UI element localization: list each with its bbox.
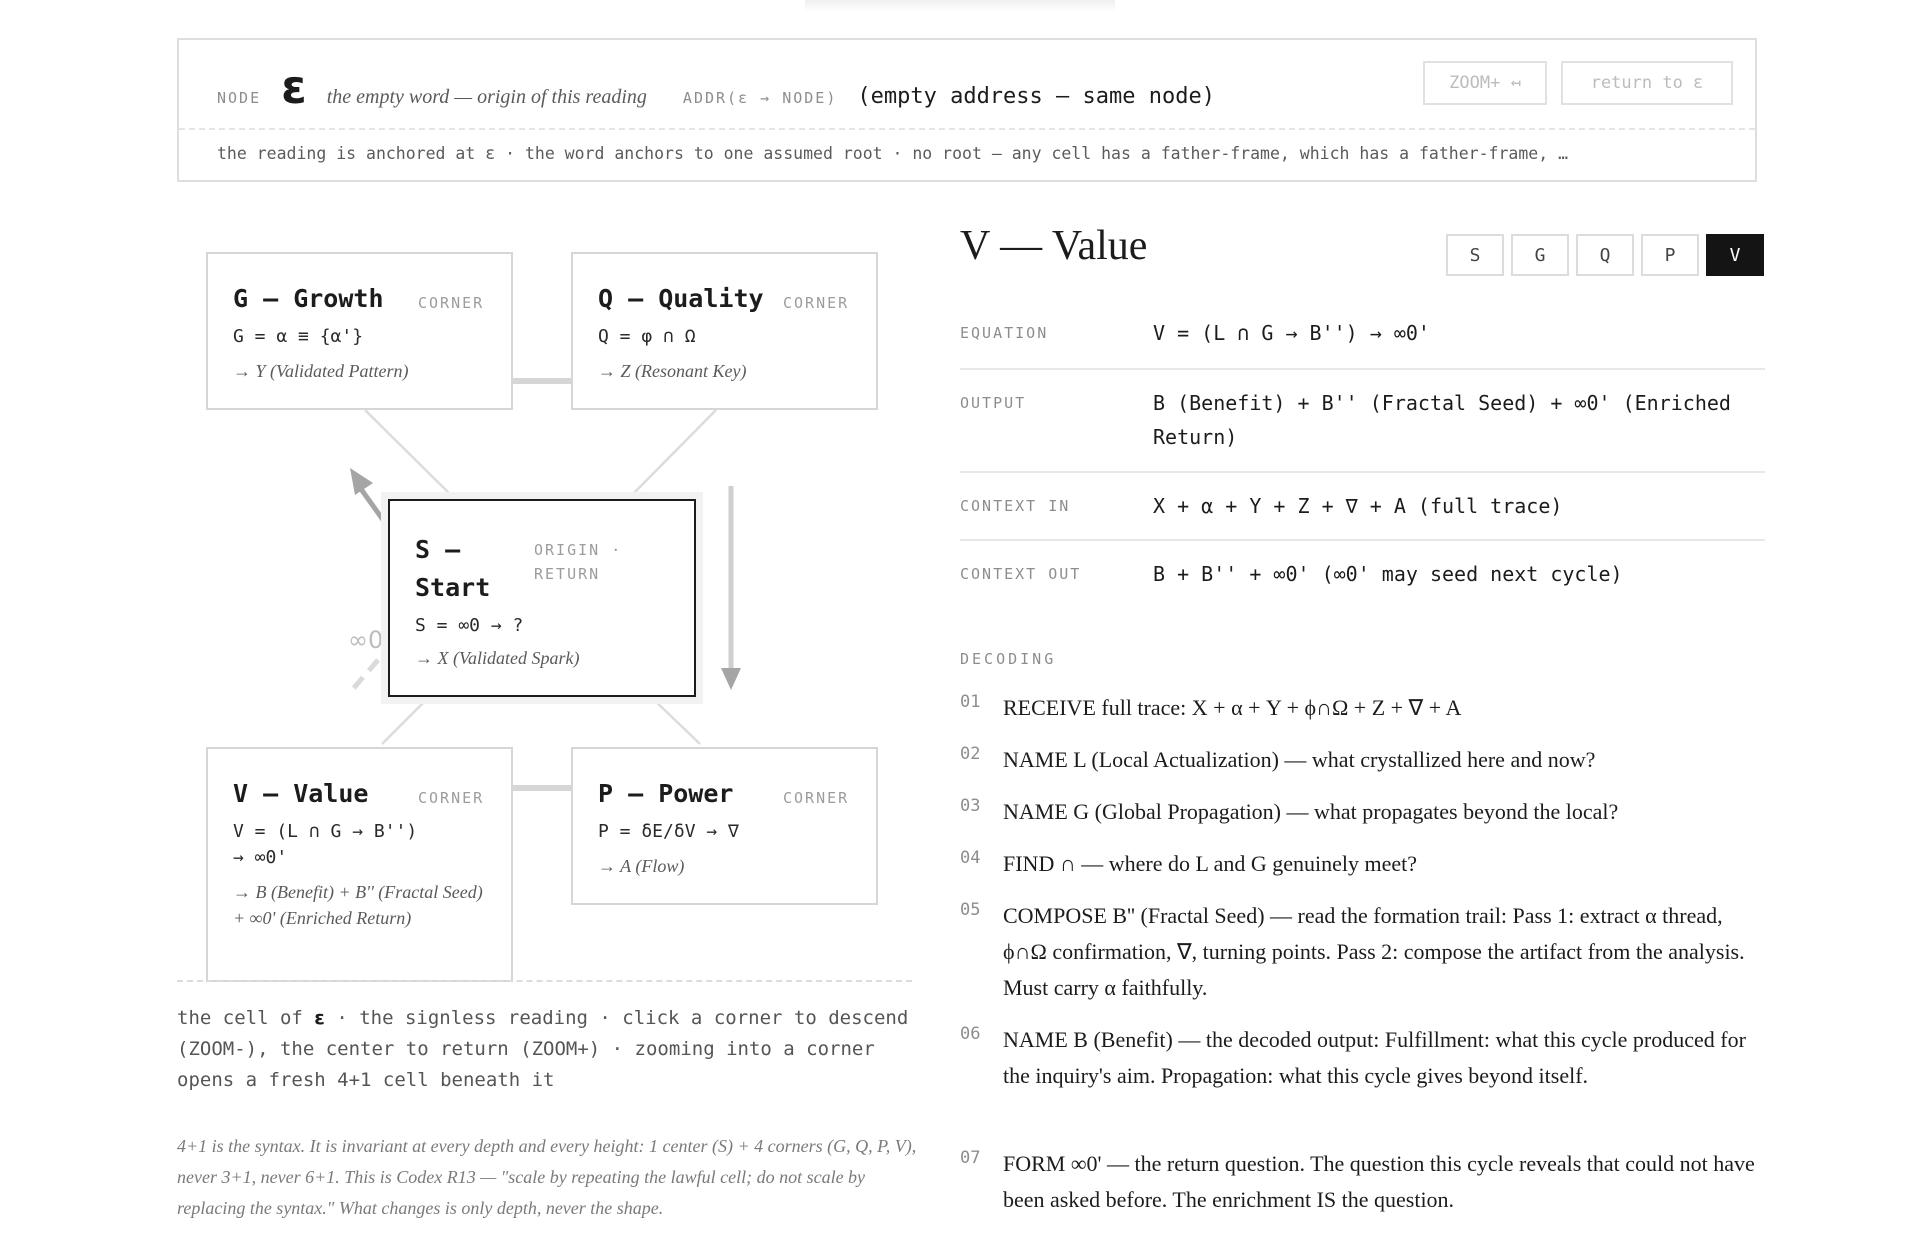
- corner-growth[interactable]: [206, 252, 513, 410]
- step-text: NAME B (Benefit) — the decoded output: Fulfillment: what this cycle produced for the inquiry's aim. Propagation: what this cycle gives beyond itself.: [1003, 1027, 1746, 1088]
- loop-dash: [352, 660, 378, 690]
- step-number: 02: [960, 744, 981, 764]
- step-number: 04: [960, 848, 981, 868]
- output-row: [960, 368, 1765, 473]
- node-description: the empty word — origin of this reading: [326, 86, 647, 108]
- step-number: 07: [960, 1148, 981, 1168]
- addr-label: ADDR(ε → NODE): [682, 89, 838, 107]
- output-key: OUTPUT: [960, 394, 1027, 412]
- node-header-row: [217, 60, 1215, 114]
- center-start[interactable]: [388, 499, 696, 697]
- step-text: COMPOSE B'' (Fractal Seed) — read the formation trail: Pass 1: extract α thread, ϕ∩Ω confirmation, ∇, turning points. Pass 2: compose the artifact from the analysis. Must carry α faithfully.: [1003, 903, 1745, 1000]
- step-text: FIND ∩ — where do L and G genuinely meet?: [1003, 851, 1418, 876]
- corner-tag: CORNER: [418, 789, 485, 807]
- step-text: FORM ∞0' — the return question. The question this cycle reveals that could not have been asked before. The enrichment IS the question.: [1003, 1151, 1755, 1212]
- context-out-key: CONTEXT OUT: [960, 565, 1082, 583]
- syntax-quote: 4+1 is the syntax. It is invariant at every depth and every height: 1 center (S) + 4 corners (G, Q, P, V), never 3+1, never 6+1. This is Codex R13 — "scale by repeating the lawful cell; do not scale by replacing the syntax." What changes is only depth, never the shape.: [177, 1136, 917, 1218]
- center-tag-line1: ORIGIN ·: [534, 541, 623, 559]
- link-start-power: [650, 696, 700, 744]
- context-out-row: [960, 539, 1765, 607]
- corner-output: → Y (Validated Pattern): [233, 361, 409, 381]
- center-output: → X (Validated Spark): [415, 648, 580, 668]
- node-header-panel: [177, 38, 1757, 182]
- context-in-key: CONTEXT IN: [960, 497, 1071, 515]
- equation-row: [960, 314, 1765, 370]
- link-start-value: [382, 696, 430, 744]
- arrow-to-power-head: [721, 668, 741, 690]
- center-title-line1: S –: [415, 535, 461, 564]
- note-glyph: ε: [314, 1007, 325, 1029]
- diagram-note: [177, 1003, 917, 1096]
- tab-s[interactable]: S: [1446, 234, 1504, 276]
- context-out-value: B + B'' + ∞0' (∞0' may seed next cycle): [1153, 562, 1623, 586]
- corner-tag: CORNER: [783, 294, 850, 312]
- step-number: 01: [960, 692, 981, 712]
- infinity-zero-label: ∞0: [348, 626, 384, 654]
- center-equation: S = ∞0 → ?: [415, 615, 524, 636]
- detail-title: V — Value: [960, 223, 1148, 269]
- note-rest: · the signless reading · click a corner to descend (ZOOM-), the center to return (ZOOM+) · zooming into a corner opens a fresh 4+1 cell beneath it: [177, 1007, 909, 1091]
- center-title-line2: Start: [415, 573, 491, 602]
- context-in-value: X + α + Y + Z + ∇ + A (full trace): [1153, 494, 1563, 518]
- corner-power[interactable]: [571, 747, 878, 905]
- corner-equation-line2: → ∞0': [233, 847, 288, 868]
- corner-tag: CORNER: [418, 294, 485, 312]
- top-fade: [805, 0, 1115, 12]
- equation-key: EQUATION: [960, 324, 1049, 342]
- center-tag-line2: RETURN: [534, 565, 601, 583]
- zoom-in-button[interactable]: ZOOM+ ↤: [1423, 61, 1547, 105]
- anchor-note: the reading is anchored at ε · the word anchors to one assumed root · no root — any cell has a father-frame, which has a father-frame, …: [217, 144, 1569, 163]
- step-text: NAME L (Local Actualization) — what crystallized here and now?: [1003, 747, 1596, 772]
- output-value: B (Benefit) + B'' (Fractal Seed) + ∞0' (Enriched Return): [1153, 391, 1731, 449]
- node-label: NODE: [217, 89, 262, 107]
- corner-title: P – Power: [598, 779, 734, 808]
- corner-title: V – Value: [233, 779, 369, 808]
- header-divider: [179, 128, 1755, 130]
- corner-title: G – Growth: [233, 284, 384, 313]
- corner-title: Q – Quality: [598, 284, 764, 313]
- step-number: 03: [960, 796, 981, 816]
- context-in-row: [960, 471, 1765, 541]
- tab-p[interactable]: P: [1641, 234, 1699, 276]
- corner-equation: Q = φ ∩ Ω: [598, 326, 696, 347]
- arrow-to-growth-head: [350, 468, 373, 495]
- return-to-root-button[interactable]: return to ε: [1561, 61, 1733, 105]
- tab-g[interactable]: G: [1511, 234, 1569, 276]
- arrow-to-growth-shaft: [361, 489, 386, 524]
- addr-value: (empty address — same node): [857, 84, 1215, 109]
- step-text: NAME G (Global Propagation) — what propagates beyond the local?: [1003, 799, 1619, 824]
- corner-value[interactable]: [206, 747, 513, 982]
- corner-output: → Z (Resonant Key): [598, 361, 747, 381]
- equation-value: V = (L ∩ G → B'') → ∞0': [1153, 321, 1430, 345]
- link-quality-start: [628, 410, 716, 499]
- corner-tag: CORNER: [783, 789, 850, 807]
- step-text: RECEIVE full trace: X + α + Y + ϕ∩Ω + Z + ∇ + A: [1003, 695, 1462, 720]
- step-number: 06: [960, 1024, 981, 1044]
- diagram-divider: [177, 980, 912, 982]
- corner-output: → A (Flow): [598, 856, 685, 876]
- step-number: 05: [960, 900, 981, 920]
- corner-equation-line1: V = (L ∩ G → B''): [233, 821, 418, 842]
- decoding-label: DECODING: [960, 650, 1057, 668]
- corner-output: → B (Benefit) + B'' (Fractal Seed) + ∞0' (Enriched Return): [233, 882, 483, 928]
- corner-quality[interactable]: [571, 252, 878, 410]
- corner-equation: G = α ≡ {α'}: [233, 326, 364, 347]
- node-glyph: ε: [281, 60, 307, 114]
- corner-equation: P = δE/δV → ∇: [598, 821, 739, 842]
- link-growth-start: [365, 410, 455, 499]
- note-prefix: the cell of: [177, 1007, 303, 1029]
- tab-v[interactable]: V: [1706, 234, 1764, 276]
- cell-tabs: [1446, 234, 1764, 276]
- tab-q[interactable]: Q: [1576, 234, 1634, 276]
